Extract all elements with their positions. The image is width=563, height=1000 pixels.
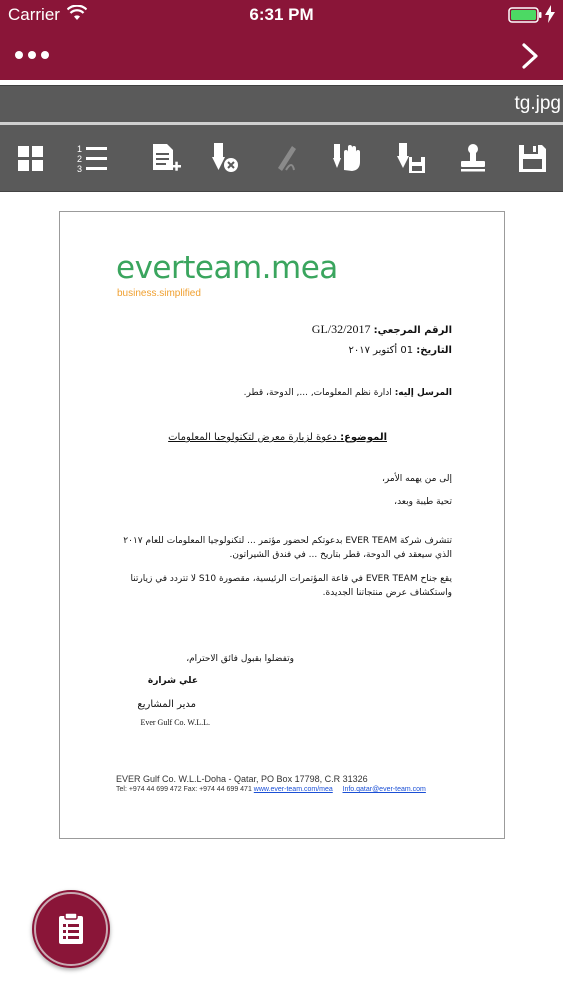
navigation-bar [0, 30, 563, 80]
recipient-label: المرسل إليه: [394, 388, 452, 398]
subject-value: دعوة لزيارة معرض لتكنولوجيا المعلومات [168, 432, 337, 443]
carrier-label: Carrier [8, 5, 60, 24]
signer-title: مدير المشاريع [137, 699, 196, 710]
footer-address: EVER Gulf Co. W.L.L-Doha - Qatar, PO Box 17798, C.R 31326 [116, 774, 368, 784]
numbered-list-icon [74, 140, 110, 176]
ellipsis-icon [14, 44, 54, 66]
reference-number [312, 322, 452, 337]
date-label: التاريخ: [416, 345, 452, 356]
signer-name: علي شرارة [147, 676, 198, 686]
numbered-list-button[interactable] [74, 140, 110, 176]
battery-icon [508, 7, 542, 28]
svg-text:2: 2 [77, 154, 83, 164]
disabled-pen-button[interactable] [268, 140, 304, 176]
hand-sign-button[interactable] [330, 140, 366, 176]
save-button[interactable] [514, 140, 550, 176]
footer-contacts [116, 785, 446, 794]
chevron-right-icon [518, 43, 542, 69]
add-document-button[interactable] [147, 140, 183, 176]
file-name-bar [0, 85, 563, 123]
add-document-icon [147, 140, 183, 176]
charging-icon [544, 5, 556, 28]
toolbar [0, 125, 563, 192]
signer-company: Ever Gulf Co. W.L.L. [140, 718, 210, 727]
closing-line: وتفضلوا بقبول فائق الاحترام، [186, 654, 294, 664]
hand-pen-icon [330, 140, 366, 176]
body-paragraph: تتشرف شركة EVER TEAM بدعوتكم لحضور مؤتمر ... لتكنولوجيا المعلومات للعام ٢٠١٧ الذي سيعقد في الدوحة، قطر بتاريخ ... في فندق الشيراتون. [123, 536, 452, 560]
company-tagline: business.simplified [117, 288, 201, 299]
save-signature-button[interactable] [392, 140, 428, 176]
save-icon [514, 140, 550, 176]
recipient-value: ادارة نظم المعلومات, ..., الدوحة، قطر. [243, 388, 392, 398]
next-button[interactable] [518, 43, 542, 69]
status-time: 6:31 PM [249, 5, 314, 24]
remove-signature-button[interactable] [206, 140, 242, 176]
company-logo: everteam.mea [116, 250, 338, 286]
grid-icon [12, 140, 48, 176]
grid-view-button[interactable] [12, 140, 48, 176]
subject-label: الموضوع: [340, 432, 387, 443]
reference-value: GL/32/2017 [311, 322, 371, 336]
letter-subject [168, 432, 387, 443]
svg-text:1: 1 [77, 144, 83, 154]
status-bar [0, 0, 563, 30]
pen-delete-icon [206, 140, 242, 176]
footer-website-link[interactable]: www.ever-team.com/mea [253, 786, 333, 793]
greeting-line: تحية طيبة وبعد، [394, 497, 452, 507]
recipient [244, 388, 452, 398]
footer-phone: Tel: +974 44 699 472 Fax: +974 44 699 471 [116, 786, 252, 793]
clipboard-button[interactable] [32, 890, 110, 968]
file-name: tg.jpg [514, 93, 561, 114]
svg-text:3: 3 [77, 164, 83, 174]
date-value: 01 أكتوبر ٢٠١٧ [348, 345, 414, 356]
pen-disabled-icon [268, 140, 304, 176]
body-paragraph: يقع جناح EVER TEAM في قاعة المؤتمرات الرئيسية، مقصورة S10 لا تتردد في زيارتنا واستكشاف عرض منتجاتنا الجديدة. [130, 574, 452, 598]
stamp-icon [455, 140, 491, 176]
footer-email-link[interactable]: Info.qatar@ever-team.com [342, 786, 426, 793]
greeting-line: إلى من يهمه الأمر، [381, 474, 452, 484]
clipboard-icon [56, 912, 86, 946]
reference-label: الرقم المرجعي: [373, 325, 452, 336]
letter-date [348, 345, 452, 356]
document-page[interactable] [59, 211, 505, 839]
more-options-button[interactable] [14, 44, 54, 66]
stamp-button[interactable] [455, 140, 491, 176]
pen-save-icon [392, 140, 428, 176]
